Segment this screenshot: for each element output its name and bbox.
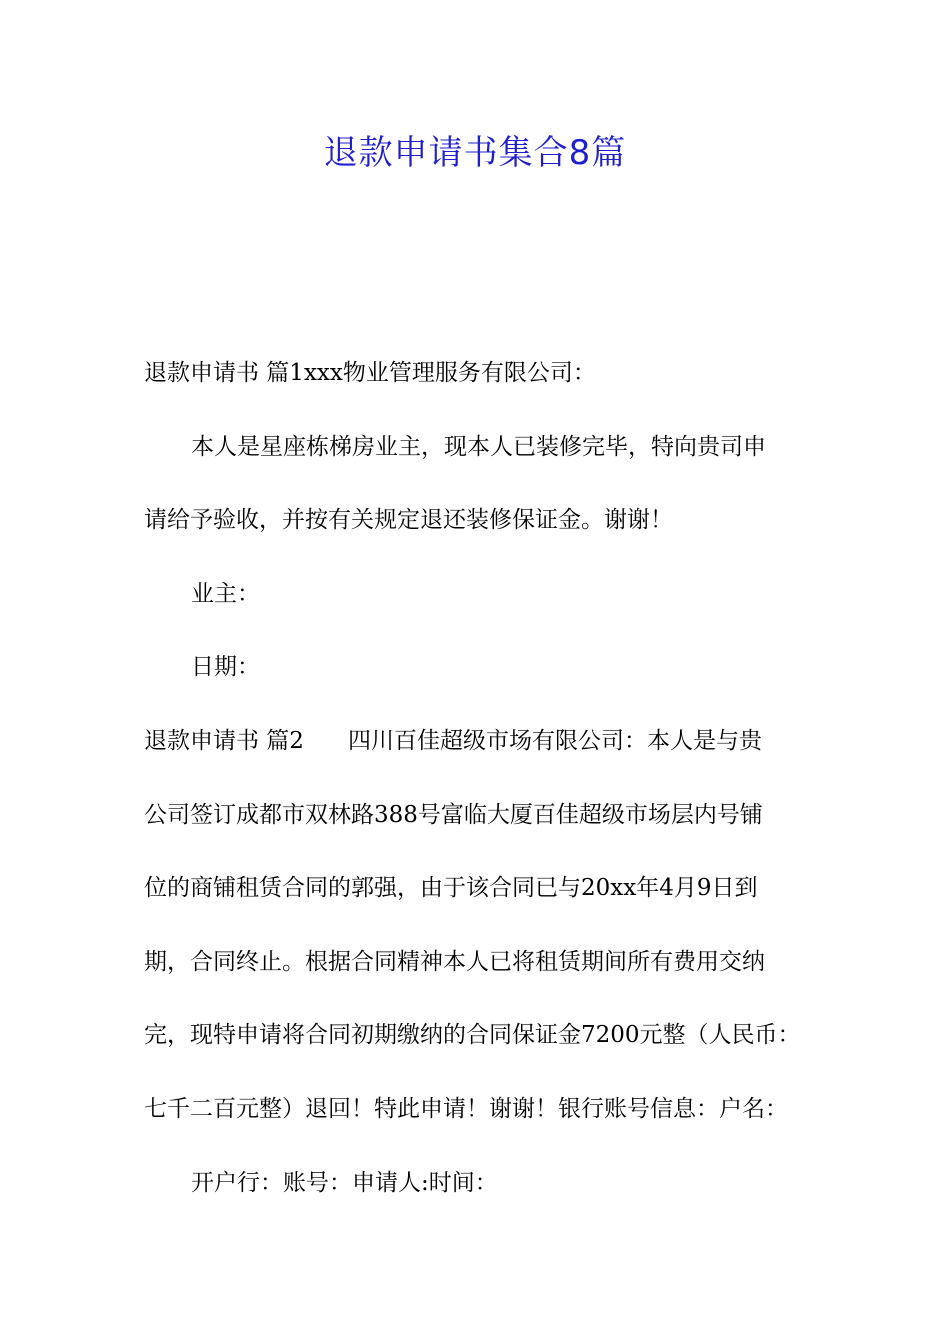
date-label: 日期：	[191, 654, 260, 681]
bank-info-line: 开户行：账号：申请人:时间：	[191, 1169, 498, 1196]
section-2-opening: 四川百佳超级市场有限公司：本人是与贵	[347, 727, 762, 754]
document-title: 退款申请书集合8篇	[323, 133, 627, 173]
section-2-heading: 退款申请书 篇2	[144, 727, 304, 754]
paragraph-line: 请给予验收，并按有关规定退还装修保证金。谢谢！	[144, 507, 673, 534]
section-1-heading-line: 退款申请书 篇1xxx物业管理服务有限公司：	[144, 360, 596, 386]
owner-label: 业主：	[191, 580, 260, 607]
paragraph-line: 期，合同终止。根据合同精神本人已将租赁期间所有费用交纳	[144, 948, 765, 975]
paragraph-line: 位的商铺租赁合同的郭强，由于该合同已与20xx年4月9日到	[144, 875, 758, 902]
paragraph-line: 公司签订成都市双林路388号富临大厦百佳超级市场层内号铺	[144, 801, 763, 828]
paragraph-line: 七千二百元整）退回！特此申请！谢谢！银行账号信息：户名：	[144, 1095, 788, 1122]
section-2-heading-line	[144, 705, 824, 779]
paragraph-line: 完，现特申请将合同初期缴纳的合同保证金7200元整（人民币：	[144, 1022, 801, 1049]
document-body	[144, 337, 824, 1220]
paragraph-line: 本人是星座栋梯房业主，现本人已装修完毕，特向贵司申	[191, 433, 766, 460]
